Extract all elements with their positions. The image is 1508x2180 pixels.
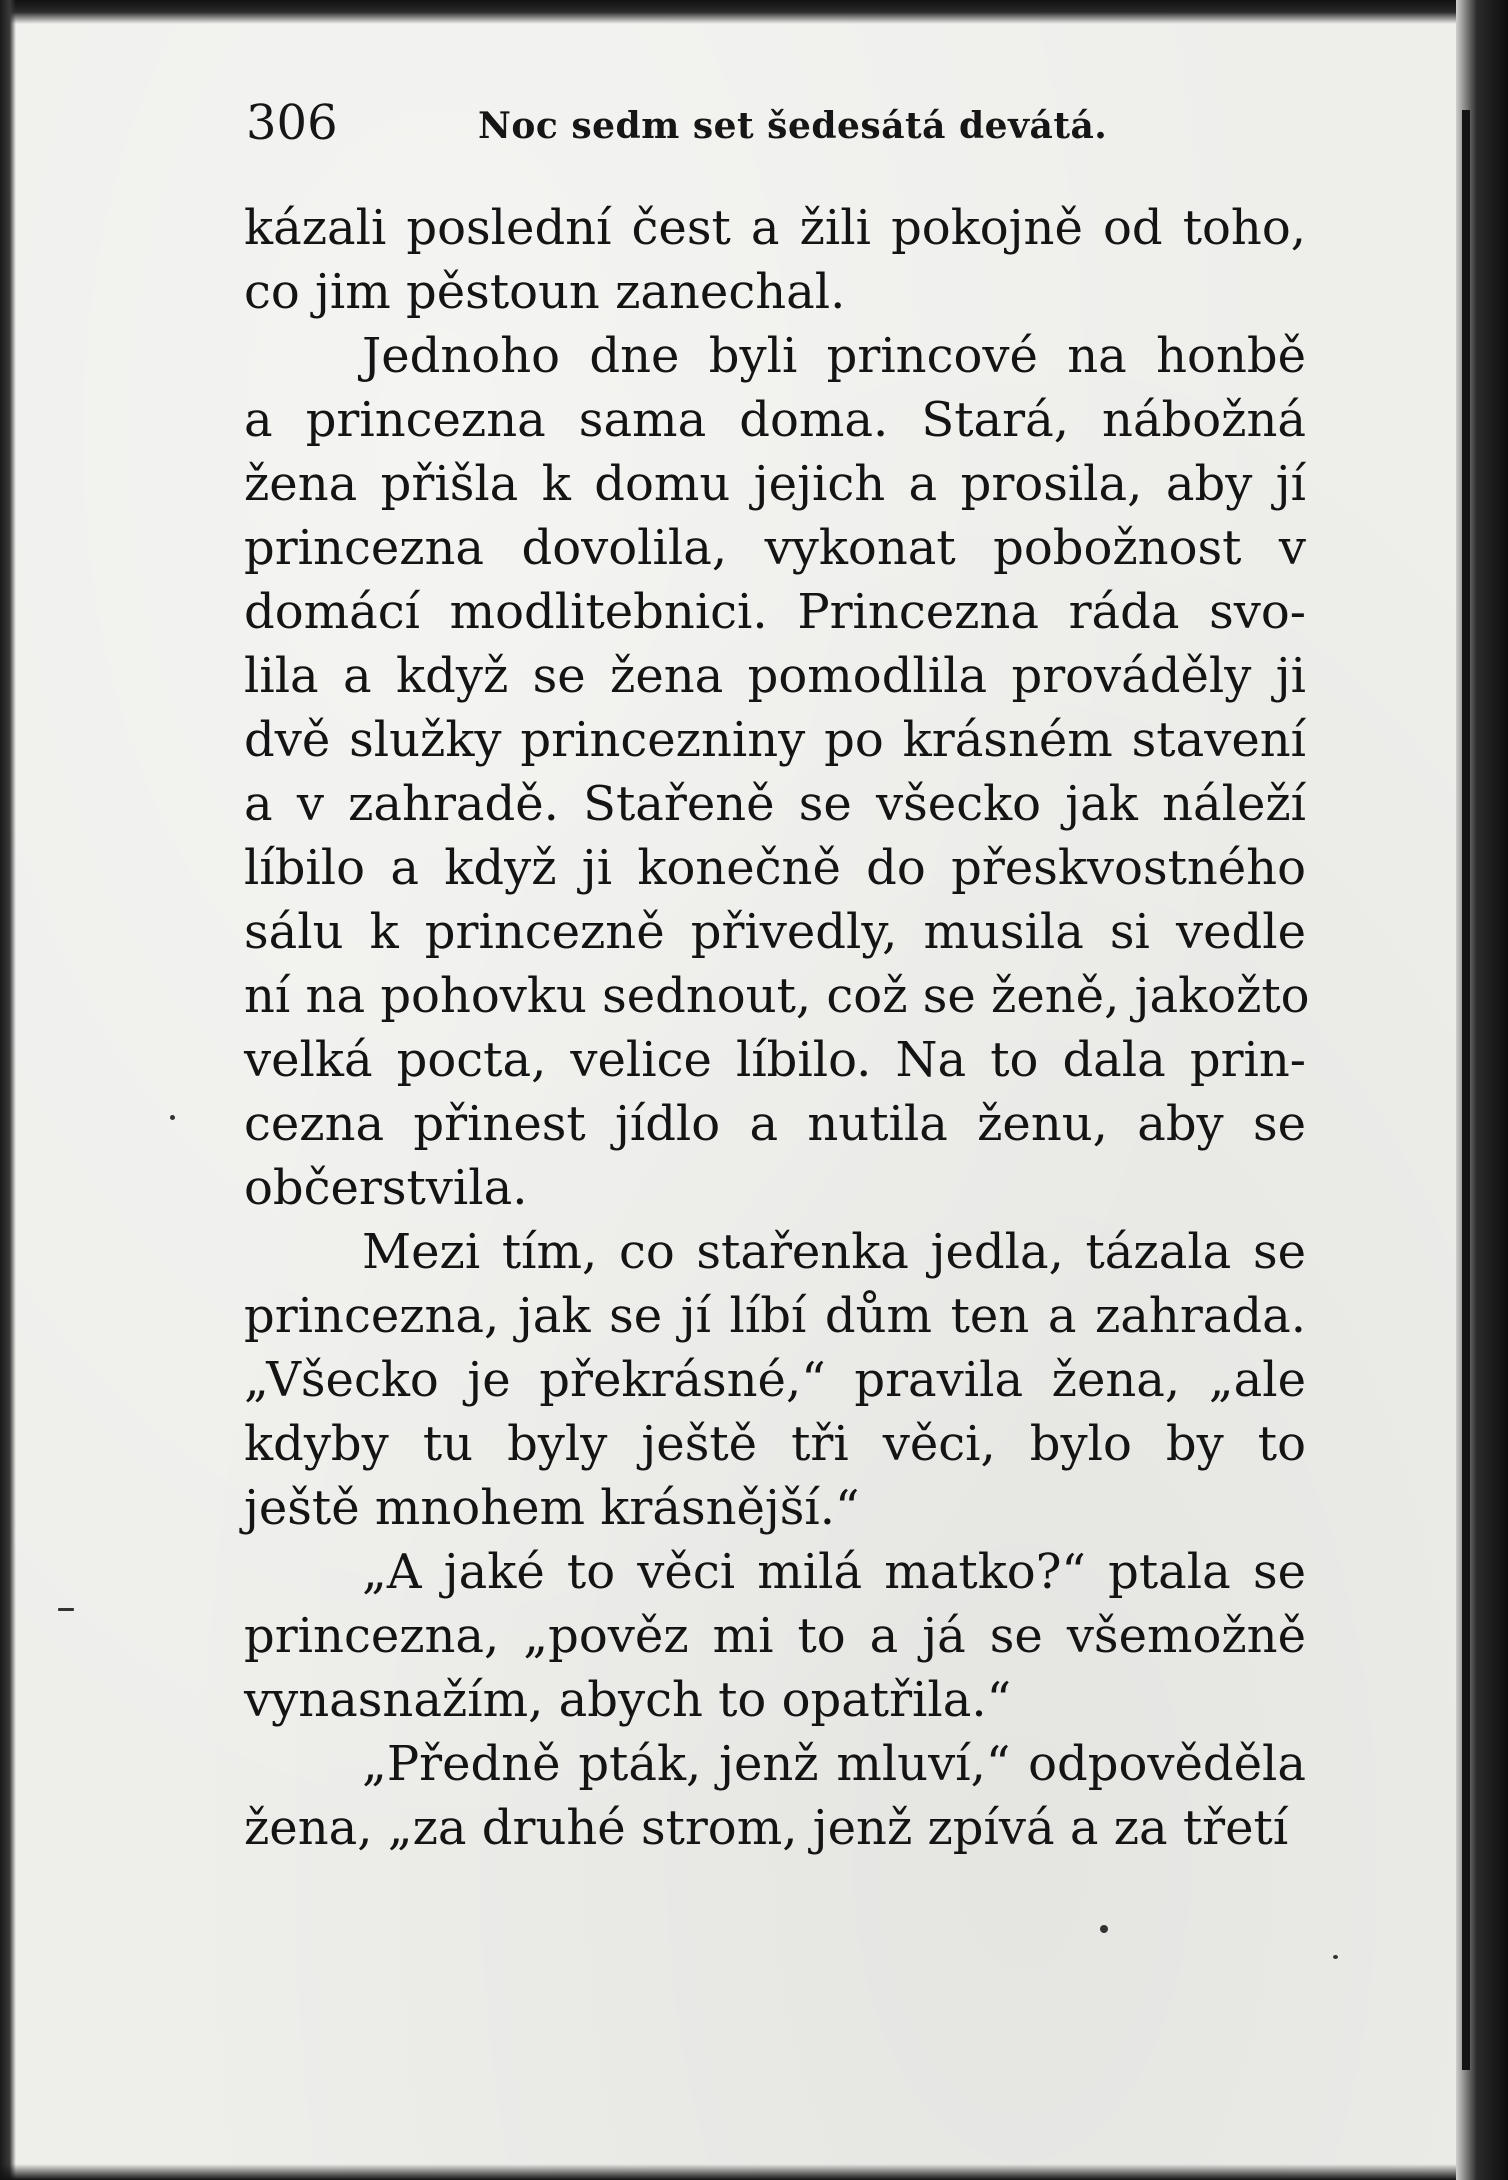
text-line: kázali poslední čest a žili pokojně od toho, (244, 200, 1306, 256)
text-line: co jim pěstoun zanechal. (244, 264, 846, 320)
book-spine-line (1462, 110, 1470, 2070)
text-line: vynasnažím, abych to opatřila.“ (244, 1672, 1012, 1728)
text-line: kdyby tu byly ještě tři věci, bylo by to (244, 1416, 1306, 1472)
scan-shadow-bottom (0, 2164, 1460, 2180)
text-line: cezna přinest jídlo a nutila ženu, aby se (244, 1096, 1306, 1152)
running-head: Noc sedm set šedesátá devátá. (478, 105, 1108, 147)
paragraph (244, 1220, 1306, 1540)
paragraph (244, 324, 1310, 1220)
scan-shadow-top (0, 0, 1460, 24)
text-line: Jednoho dne byli princové na honbě (362, 328, 1306, 384)
paragraph (244, 1540, 1306, 1732)
scan-speck (58, 1608, 74, 1611)
text-line: žena přišla k domu jejich a prosila, aby jí (244, 456, 1306, 512)
text-line: ní na pohovku sednout, což se ženě, jakožto (244, 968, 1310, 1024)
text-line: princezna, „pověz mi to a já se všemožně (244, 1608, 1306, 1664)
scan-speck (170, 1115, 175, 1120)
paragraph (244, 1732, 1306, 1860)
text-line: a princezna sama doma. Stará, nábožná (244, 392, 1306, 448)
scan-shadow-left (0, 0, 16, 2180)
page-header (246, 95, 1296, 155)
page-number: 306 (246, 95, 338, 151)
text-line: „A jaké to věci milá matko?“ ptala se (362, 1544, 1306, 1600)
scan-speck (1333, 1955, 1338, 1959)
text-line: domácí modlitebnici. Princezna ráda svo- (244, 584, 1306, 640)
text-line: „Všecko je překrásné,“ pravila žena, „ale (244, 1352, 1306, 1408)
text-line: ještě mnohem krásnější.“ (244, 1480, 860, 1536)
text-line: žena, „za druhé strom, jenž zpívá a za třetí (244, 1800, 1289, 1856)
text-line: princezna dovolila, vykonat pobožnost v (244, 520, 1306, 576)
text-line: dvě služky princezniny po krásném stavení (244, 712, 1306, 768)
text-line: sálu k princezně přivedly, musila si vedle (244, 904, 1306, 960)
text-line: lila a když se žena pomodlila prováděly ji (244, 648, 1306, 704)
text-line: „Předně pták, jenž mluví,“ odpověděla (362, 1736, 1306, 1792)
text-line: občerstvila. (244, 1160, 528, 1216)
text-line: velká pocta, velice líbilo. Na to dala prin- (244, 1032, 1306, 1088)
paragraph (244, 196, 1306, 324)
text-line: princezna, jak se jí líbí dům ten a zahrada. (244, 1288, 1306, 1344)
body-text (244, 196, 1310, 1860)
text-line: Mezi tím, co stařenka jedla, tázala se (362, 1224, 1306, 1280)
text-line: líbilo a když ji konečně do přeskvostného (244, 840, 1306, 896)
text-line: a v zahradě. Stařeně se všecko jak náleží (244, 776, 1306, 832)
scan-speck (1100, 1925, 1108, 1933)
